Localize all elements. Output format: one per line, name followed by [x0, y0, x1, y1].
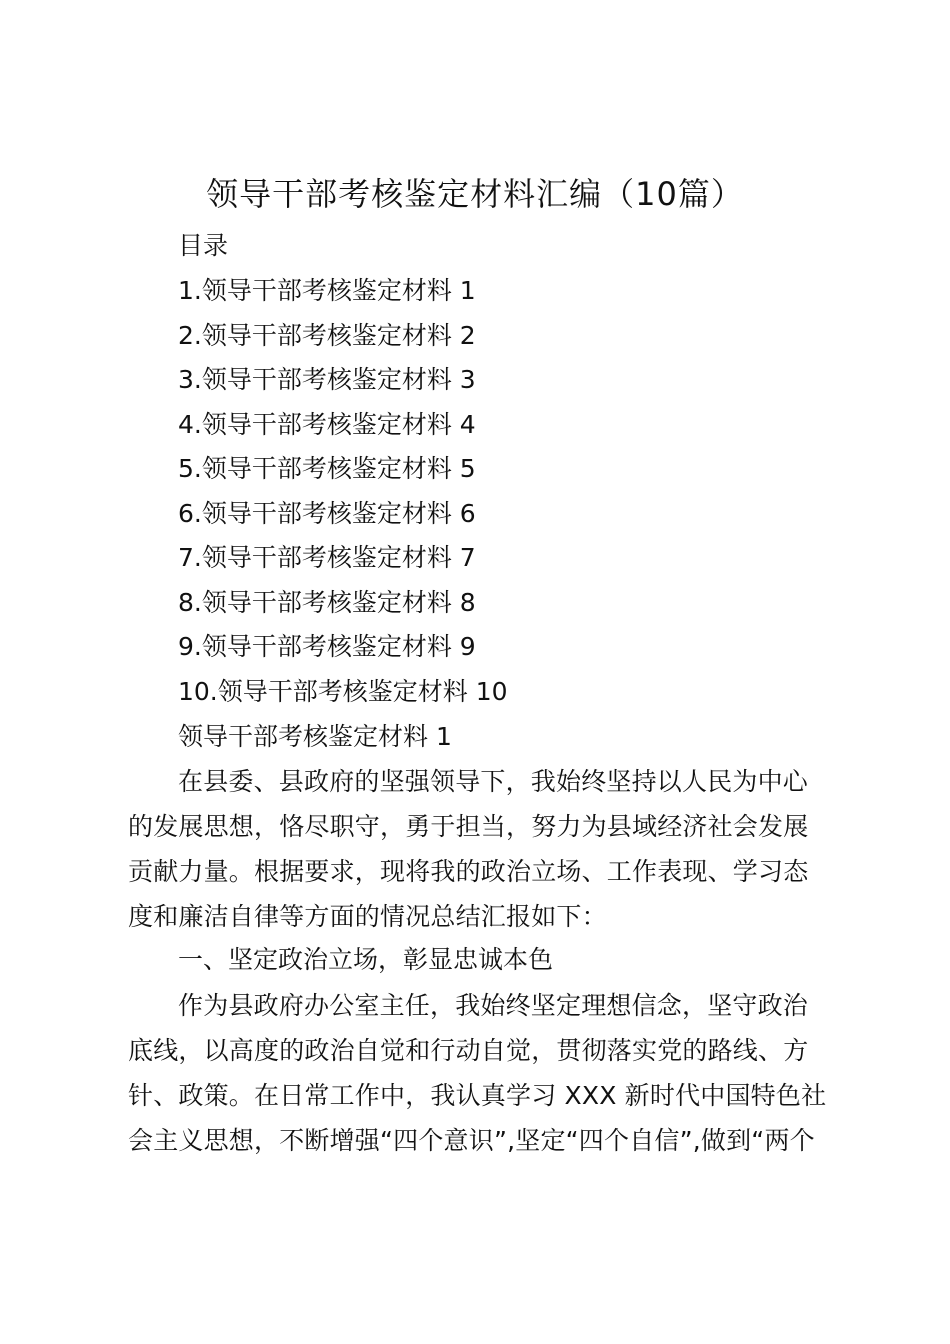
toc-item-5: 5.领导干部考核鉴定材料 5: [178, 454, 476, 483]
toc-item-1: 1.领导干部考核鉴定材料 1: [178, 276, 476, 305]
toc-item-9: 9.领导干部考核鉴定材料 9: [178, 632, 476, 661]
toc-item-10: 10.领导干部考核鉴定材料 10: [178, 677, 508, 706]
toc-item-3: 3.领导干部考核鉴定材料 3: [178, 365, 476, 394]
body-paragraph-1: [128, 983, 828, 1163]
section-title: 领导干部考核鉴定材料 1: [178, 722, 452, 751]
intro-line-4: 度和廉洁自律等方面的情况总结汇报如下：: [128, 902, 607, 931]
para-1-line-2: 底线，以高度的政治自觉和行动自觉，贯彻落实党的路线、方: [128, 1036, 809, 1065]
document-title: 领导干部考核鉴定材料汇编（10篇）: [206, 175, 744, 213]
toc-item-6: 6.领导干部考核鉴定材料 6: [178, 499, 476, 528]
para-1-line-4: 会主义思想，不断增强“四个意识”,坚定“四个自信”,做到“两个: [128, 1126, 815, 1155]
intro-line-2: 的发展思想，恪尽职守，勇于担当，努力为县域经济社会发展: [128, 812, 809, 841]
toc-item-2: 2.领导干部考核鉴定材料 2: [178, 321, 476, 350]
intro-line-1: 在县委、县政府的坚强领导下，我始终坚持以人民为中心: [178, 767, 809, 796]
toc-item-7: 7.领导干部考核鉴定材料 7: [178, 543, 476, 572]
intro-line-3: 贡献力量。根据要求，现将我的政治立场、工作表现、学习态: [128, 857, 809, 886]
para-1-line-1: 作为县政府办公室主任，我始终坚定理想信念，坚守政治: [178, 991, 809, 1020]
para-1-line-3: 针、政策。在日常工作中，我认真学习 XXX 新时代中国特色社: [128, 1081, 827, 1110]
section-heading-1: 一、坚定政治立场，彰显忠诚本色: [178, 945, 554, 974]
intro-paragraph: [128, 759, 828, 939]
toc-item-4: 4.领导干部考核鉴定材料 4: [178, 410, 476, 439]
toc-heading: 目录: [178, 231, 229, 260]
toc-item-8: 8.领导干部考核鉴定材料 8: [178, 588, 476, 617]
